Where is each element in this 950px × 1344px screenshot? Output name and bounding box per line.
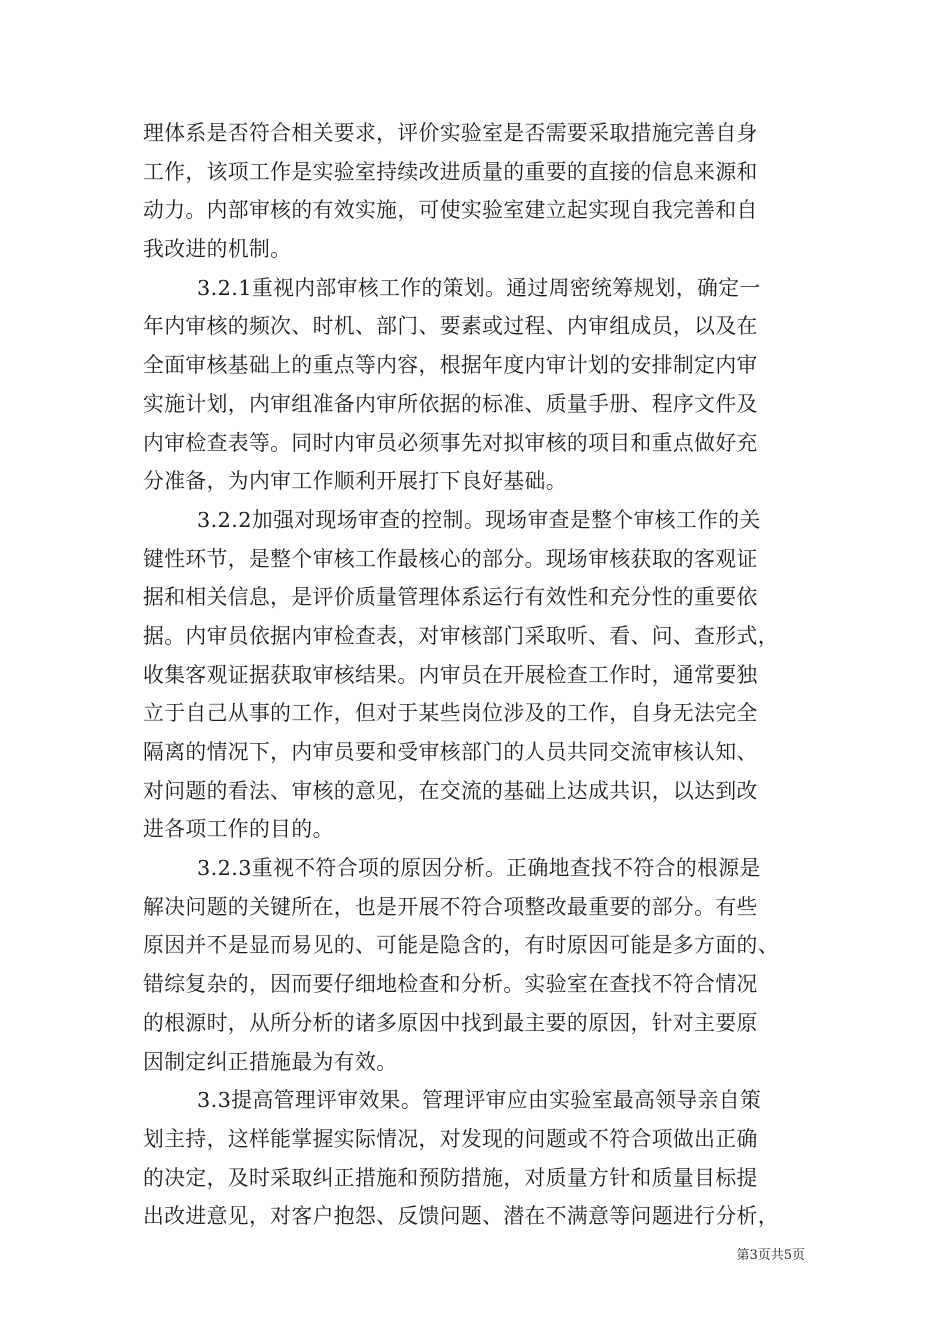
text-line: 全面审核基础上的重点等内容，根据年度内审计划的安排制定内审 <box>143 353 758 378</box>
text-line: 立于自己从事的工作，但对于某些岗位涉及的工作，自身无法完全 <box>143 701 758 726</box>
text-line: 年内审核的频次、时机、部门、要素或过程、内审组成员，以及在 <box>143 314 758 339</box>
text-line: 内审检查表等。同时内审员必须事先对拟审核的项目和重点做好充 <box>143 430 758 455</box>
text-line: 我改进的机制。 <box>143 237 292 262</box>
text-line: 分准备，为内审工作顺利开展打下良好基础。 <box>143 469 567 494</box>
paragraph-start-line: 3.2.2加强对现场审查的控制。现场审查是整个审核工作的关 <box>197 507 761 532</box>
text-line: 解决问题的关键所在，也是开展不符合项整改最重要的部分。有些 <box>143 894 758 919</box>
text-line: 收集客观证据获取审核结果。内审员在开展检查工作时，通常要独 <box>143 662 758 687</box>
text-line: 因制定纠正措施最为有效。 <box>143 1049 398 1074</box>
text-line: 工作，该项工作是实验室持续改进质量的重要的直接的信息来源和 <box>143 159 758 184</box>
text-line: 动力。内部审核的有效实施，可使实验室建立起实现自我完善和自 <box>143 198 758 223</box>
text-line: 错综复杂的，因而要仔细地检查和分析。实验室在查找不符合情况 <box>143 972 758 997</box>
paragraph-start-line: 3.3提高管理评审效果。管理评审应由实验室最高领导亲自策 <box>197 1088 762 1113</box>
text-line: 的根源时，从所分析的诸多原因中找到最主要的原因，针对主要原 <box>143 1010 758 1035</box>
text-line: 实施计划，内审组准备内审所依据的标准、质量手册、程序文件及 <box>143 391 758 416</box>
text-line: 的决定，及时采取纠正措施和预防措施，对质量方针和质量目标提 <box>143 1165 758 1190</box>
text-line: 键性环节，是整个审核工作最核心的部分。现场审核获取的客观证 <box>143 546 758 571</box>
text-line: 划主持，这样能掌握实际情况，对发现的问题或不符合项做出正确 <box>143 1126 758 1151</box>
text-line: 据和相关信息，是评价质量管理体系运行有效性和充分性的重要依 <box>143 585 758 610</box>
text-line: 隔离的情况下，内审员要和受审核部门的人员共同交流审核认知、 <box>143 740 758 764</box>
text-line: 据。内审员依据内审检查表，对审核部门采取听、看、问、查形式， <box>143 623 779 648</box>
text-line: 进各项工作的目的。 <box>143 817 334 842</box>
text-line: 原因并不是显而易见的、可能是隐含的，有时原因可能是多方面的、 <box>143 933 779 958</box>
text-line: 出改进意见，对客户抱怨、反馈问题、潜在不满意等问题进行分析， <box>143 1204 779 1229</box>
page-number: 第3页共5页 <box>736 1248 805 1263</box>
paragraph-start-line: 3.2.1重视内部审核工作的策划。通过周密统筹规划，确定一 <box>197 275 761 300</box>
paragraph-start-line: 3.2.3重视不符合项的原因分析。正确地查找不符合的根源是 <box>197 856 761 881</box>
text-line: 对问题的看法、审核的意见，在交流的基础上达成共识，以达到改 <box>143 778 758 803</box>
text-line: 理体系是否符合相关要求，评价实验室是否需要采取措施完善自身 <box>143 121 758 145</box>
document-body <box>143 114 815 1236</box>
